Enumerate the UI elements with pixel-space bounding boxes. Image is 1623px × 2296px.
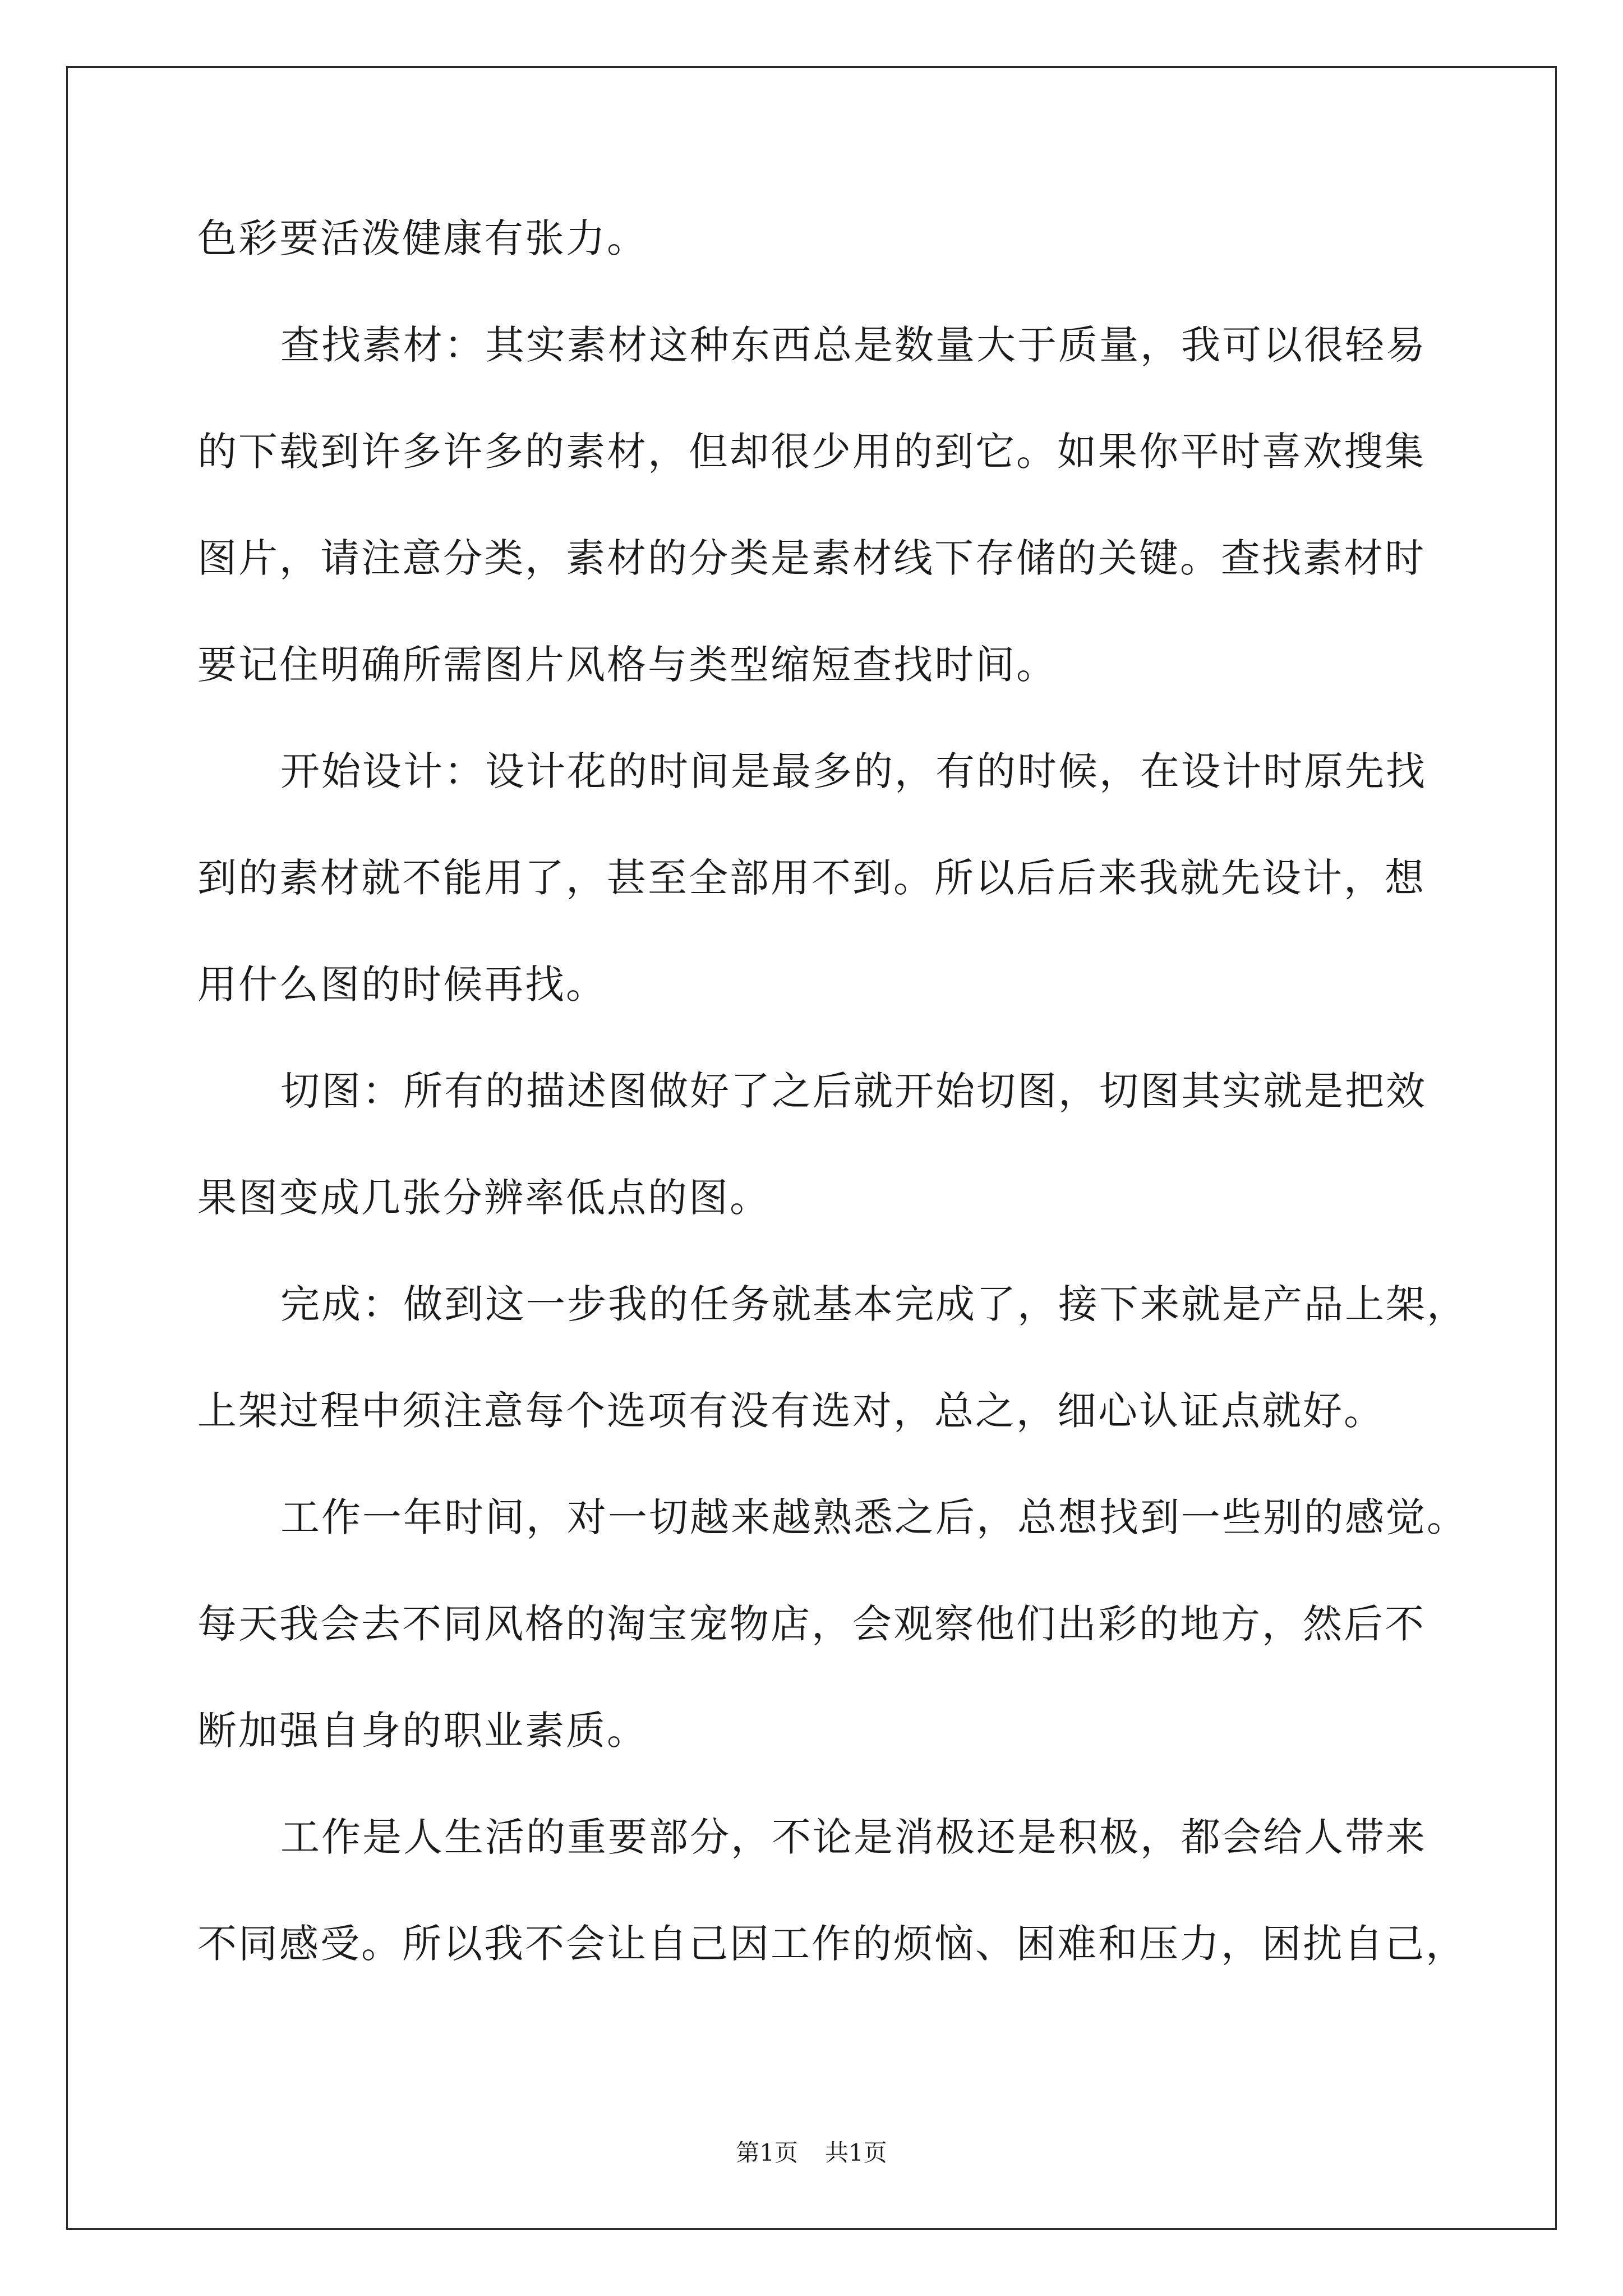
text-line: 工作一年时间，对一切越来越熟悉之后，总想找到一些别的感觉。 [280,1494,1468,1540]
page-number-current: 第1页 [736,2139,798,2166]
text-line: 完成：做到这一步我的任务就基本完成了，接下来就是产品上架， [280,1281,1468,1327]
text-line: 图片，请注意分类，素材的分类是素材线下存储的关键。查找素材时 [197,535,1426,581]
text-line: 用什么图的时候再找。 [197,961,607,1007]
text-line: 不同感受。所以我不会让自己因工作的烦恼、困难和压力，困扰自己， [197,1921,1467,1967]
document-body [197,185,1468,1997]
text-line: 到的素材就不能用了，甚至全部用不到。所以后后来我就先设计，想 [197,855,1426,901]
text-line: 果图变成几张分辨率低点的图。 [197,1175,771,1221]
text-line: 要记住明确所需图片风格与类型缩短查找时间。 [197,642,1057,688]
text-line: 工作是人生活的重要部分，不论是消极还是积极，都会给人带来 [280,1814,1427,1860]
text-line: 开始设计：设计花的时间是最多的，有的时候，在设计时原先找 [280,748,1427,794]
text-line: 切图：所有的描述图做好了之后就开始切图，切图其实就是把效 [280,1068,1427,1114]
text-line: 查找素材：其实素材这种东西总是数量大于质量，我可以很轻易 [280,322,1427,368]
page-number-total: 共1页 [825,2139,887,2166]
text-line: 色彩要活泼健康有张力。 [197,215,648,261]
text-line: 断加强自身的职业素质。 [197,1708,648,1754]
page-footer [0,2136,1623,2170]
text-line: 上架过程中须注意每个选项有没有选对，总之，细心认证点就好。 [197,1388,1385,1434]
text-line: 每天我会去不同风格的淘宝宠物店，会观察他们出彩的地方，然后不 [197,1601,1426,1647]
text-line: 的下载到许多许多的素材，但却很少用的到它。如果你平时喜欢搜集 [197,429,1426,475]
